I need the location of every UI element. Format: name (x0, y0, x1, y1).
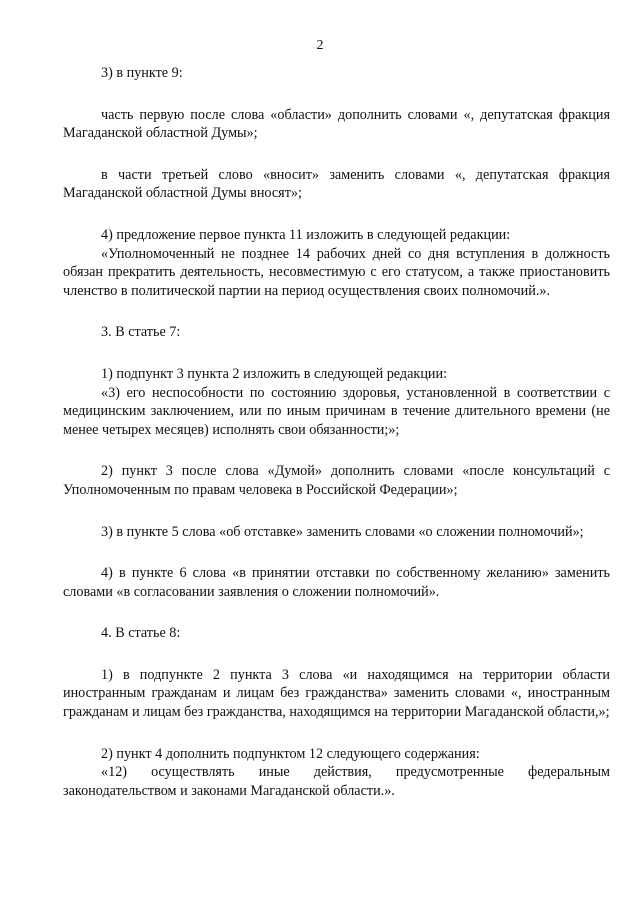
paragraph-subpoint-2-point-3: 1) в подпункте 2 пункта 3 слова «и находящимся на территории области иностранным гражданам и лицам без гражданства» заменить словами «, иностранным гражданам и лицам без гражданства, находящимся на территории Магаданской области,»; (63, 666, 610, 721)
paragraph-gap (63, 342, 610, 365)
paragraph-point-4-subpoint-12: 2) пункт 4 дополнить подпунктом 12 следующего содержания: (101, 745, 480, 762)
paragraph-gap (63, 541, 610, 564)
paragraph-gap (63, 300, 610, 323)
paragraph-part-one-amendment: часть первую после слова «области» дополнить словами «, депутатская фракция Магаданской областной Думы»; (63, 106, 610, 142)
paragraph-gap (63, 143, 610, 166)
paragraph-ombudsman-quote: «Уполномоченный не позднее 14 рабочих дней со дня вступления в должность обязан прекратить деятельность, несовместимую с его статусом, а также приостановить членство в политической партии на период осуществления своих полномочий.». (63, 245, 610, 299)
paragraph-point-6-resignation: 4) в пункте 6 слова «в принятии отставки по собственному желанию» заменить словами «в согласовании заявления о сложении полномочий». (63, 565, 610, 600)
paragraph-health-quote: «3) его неспособности по состоянию здоровья, установленной в соответствии с медицинским заключением, или по иным причинам в течение длительного времени (не менее четырех месяцев) исполнять свои обязанности;»; (63, 384, 610, 438)
page-number: 2 (316, 38, 324, 53)
paragraph-gap (63, 203, 610, 226)
paragraph-part-three-amendment: в части третьей слово «вносит» заменить словами «, депутатская фракция Магаданской областной Думы вносят»; (63, 166, 610, 202)
paragraph-gap (63, 643, 610, 666)
paragraph-point-5-resignation: 3) в пункте 5 слова «об отставке» заменить словами «о сложении полномочий»; (101, 523, 584, 540)
section-heading-article-7: 3. В статье 7: (101, 324, 181, 341)
paragraph-point-3-duma: 2) пункт 3 после слова «Думой» дополнить словами «после консультаций с Уполномоченным по правам человека в Российской Федерации»; (63, 463, 610, 498)
paragraph-other-actions-quote: «12) осуществлять иные действия, предусмотренные федеральным законодательством и законами Магаданской области.». (63, 764, 610, 799)
paragraph-gap (63, 722, 610, 745)
paragraph-item-3-point-9: 3) в пункте 9: (101, 65, 183, 81)
paragraph-gap (63, 83, 610, 106)
section-heading-article-8: 4. В статье 8: (101, 625, 181, 642)
paragraph-subpoint-3-point-2: 1) подпункт 3 пункта 2 изложить в следующей редакции: (101, 365, 448, 382)
document-body (63, 64, 610, 800)
paragraph-item-4-point-11: 4) предложение первое пункта 11 изложить в следующей редакции: (101, 226, 511, 243)
paragraph-gap (63, 601, 610, 624)
paragraph-gap (63, 439, 610, 462)
paragraph-gap (63, 500, 610, 523)
